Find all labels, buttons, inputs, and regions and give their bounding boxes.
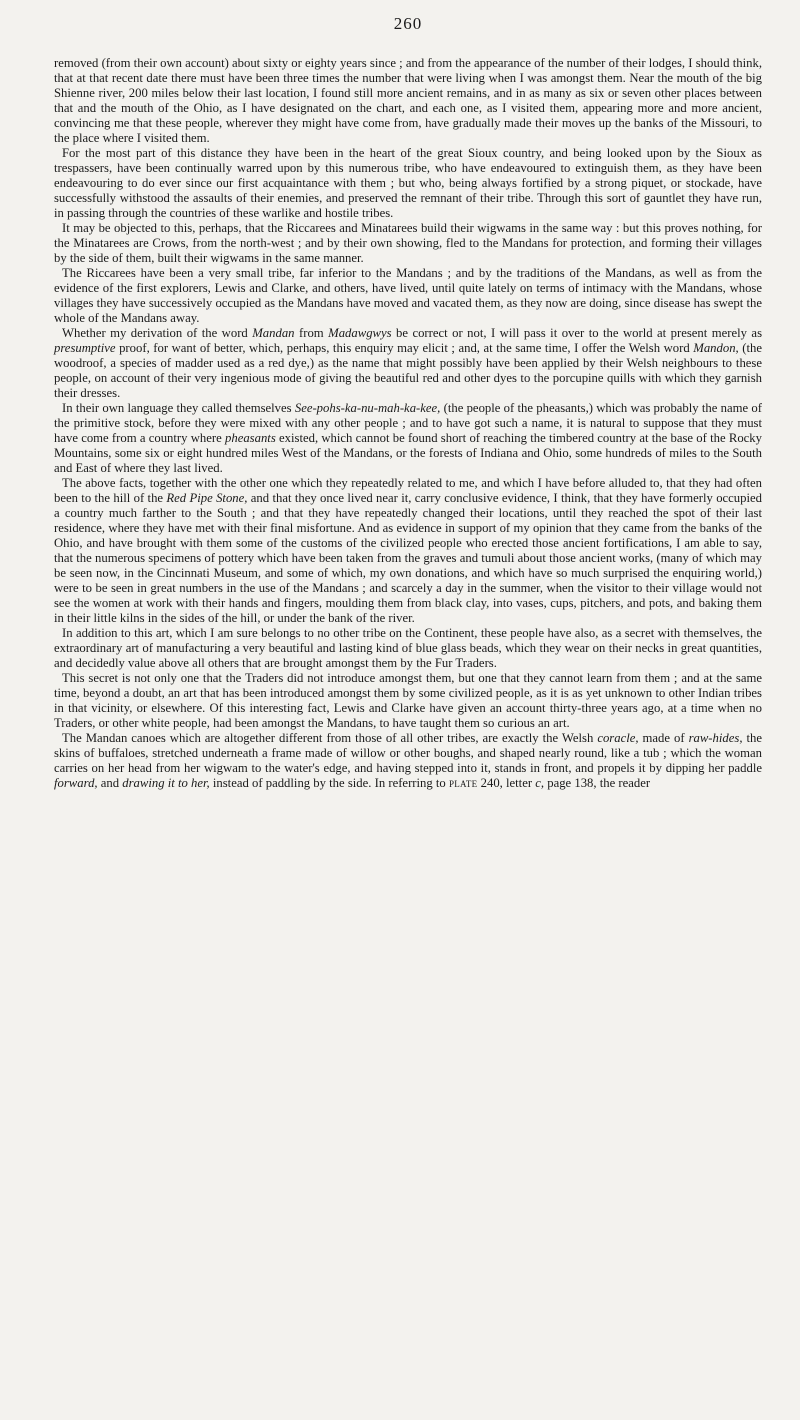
italic-text: Mandon, <box>693 341 739 355</box>
paragraph <box>54 326 762 401</box>
text-run: In their own language they called themselves <box>62 401 295 415</box>
paragraph <box>54 401 762 476</box>
italic-text: Madawgwys <box>328 326 392 340</box>
text-run: instead of paddling by the side. In referring to <box>209 776 449 790</box>
paragraph <box>54 476 762 626</box>
text-run: existed, which cannot be found short of reaching the timbered country at the base of the Rocky Mountains, some six or eight hundred miles West of the Mandans, or the forests of Indiana and Ohio, some hundreds of miles to the South and East of where they last lived. <box>54 431 762 475</box>
paragraph <box>54 146 762 221</box>
page-number: 260 <box>393 14 423 33</box>
italic-text: drawing it to her, <box>122 776 210 790</box>
text-run: It may be objected to this, perhaps, that the Riccarees and Minatarees build their wigwams in the same way : but this proves nothing, for the Minatarees are Crows, from the north-west ; and by their own showing, fled to the Mandans for protection, and forming their villages by the side of them, built their wigwams in the same manner. <box>54 221 762 265</box>
text-run: This secret is not only one that the Traders did not introduce amongst them, but one that they cannot learn from them ; and at the same time, beyond a doubt, an art that has been introduced amongst them by some civilized people, as it is as yet unknown to other Indian tribes in that vicinity, or elsewhere. Of this interesting fact, Lewis and Clarke have given an account thirty-three years ago, at a time when no Traders, or other white people, had been amongst the Mandans, to have taught them so curious an art. <box>54 671 762 730</box>
italic-text: Mandan <box>252 326 295 340</box>
text-run: (the people of the pheasants,) which was probably the name of the primitive stock, before they were mixed with any other people ; and to have got such a name, it is natural to suppose that they must have come from a country where <box>54 401 762 445</box>
italic-text: presumptive <box>54 341 116 355</box>
text-run: page 138, the reader <box>544 776 651 790</box>
text-run: removed (from their own account) about sixty or eighty years since ; and from the appearance of the number of their lodges, I should think, that at that recent date there must have been three times the number that were living when I was amongst them. Near the mouth of the big Shienne river, 200 miles below their last location, I found still more ancient remains, and in as many as six or seven other places between that and the mouth of the Ohio, as I have designated on the chart, and each one, as I visited them, appearing more and more ancient, convincing me that these people, wherever they might have come from, have gradually made their moves up the banks of the Missouri, to the place where I visited them. <box>54 56 762 145</box>
italic-text: c, <box>535 776 545 790</box>
italic-text: coracle, <box>597 731 639 745</box>
text-run: from <box>294 326 329 340</box>
text-run: and that they once lived near it, carry conclusive evidence, I think, that they have formerly occupied a country much farther to the South ; and that they have repeatedly changed their locations, until they reached the spot of their last residence, where they have met with their final misfortune. And as evidence in support of my opinion that they came from the banks of the Ohio, and have brought with them some of the customs of the civilized people who erected those ancient fortifications, I am able to say, that the numerous specimens of pottery which have been taken from the graves and tumuli about those ancient works, (many of which may be seen now, in the Cincinnati Museum, and some of which, my own donations, and which have so much surprised the enquiring world,) were to be seen in great numbers in the use of the Mandans ; and scarcely a day in the summer, when the visitor to their village would not see the women at work with their hands and fingers, moulding them from black clay, into vases, cups, pitchers, and pots, and baking them in their little kilns in the sides of the hill, or under the bank of the river. <box>54 491 762 625</box>
text-run: For the most part of this distance they have been in the heart of the great Sioux country, and being looked upon by the Sioux as trespassers, have been continually warred upon by this numerous tribe, who have endeavoured to extinguish them, as they have been endeavouring to do ever since our first acquaintance with them ; but who, being always fortified by a strong piquet, or stockade, have successfully withstood the assaults of their enemies, and preserved the remnant of their tribe. Through this sort of gauntlet they have run, in passing through the countries of these warlike and hostile tribes. <box>54 146 762 220</box>
text-run: (the woodroof, a species of madder used as a red dye,) as the name that might possibly have been applied by their Welsh neighbours to these people, on account of their very ingenious mode of giving the beautiful red and other dyes to the porcupine quills with which they garnish their dresses. <box>54 341 762 400</box>
paragraph <box>54 626 762 671</box>
text-run: The Mandan canoes which are altogether different from those of all other tribes, are exactly the Welsh <box>62 731 598 745</box>
italic-text: See-pohs-ka-nu-mah-ka-kee, <box>294 401 441 415</box>
text-run: proof, for want of better, which, perhaps, this enquiry may elicit ; and, at the same time, I offer the Welsh word <box>115 341 694 355</box>
paragraph <box>54 671 762 731</box>
small-caps-text: plate <box>448 776 478 790</box>
text-run: Whether my derivation of the word <box>62 326 253 340</box>
italic-text: Red Pipe Stone, <box>166 491 248 505</box>
paragraph <box>54 731 762 791</box>
text-run: be correct or not, I will pass it over to the world at present merely as <box>391 326 762 340</box>
italic-text: raw-hides, <box>688 731 743 745</box>
text-run: and <box>97 776 123 790</box>
italic-text: pheasants <box>225 431 276 445</box>
text-run: The above facts, together with the other one which they repeatedly related to me, and which I have before alluded to, that they had often been to the hill of the <box>54 476 762 505</box>
body-text <box>54 56 762 791</box>
text-run: 240, letter <box>477 776 536 790</box>
text-run: The Riccarees have been a very small tribe, far inferior to the Mandans ; and by the traditions of the Mandans, as well as from the evidence of the first explorers, Lewis and Clarke, and others, have lived, until quite lately on terms of intimacy with the Mandans, whose villages they have successively occupied as the Mandans have moved and vacated them, as they now are doing, since disease has swept the whole of the Mandans away. <box>54 266 762 325</box>
text-run: the skins of buffaloes, stretched underneath a frame made of willow or other boughs, and shaped nearly round, like a tub ; which the woman carries on her head from her wigwam to the water's edge, and having stepped into it, stands in front, and propels it by dipping her paddle <box>54 731 762 775</box>
italic-text: forward, <box>54 776 98 790</box>
paragraph <box>54 56 762 146</box>
text-run: In addition to this art, which I am sure belongs to no other tribe on the Continent, these people have also, as a secret with themselves, the extraordinary art of manufacturing a very beautiful and lasting kind of blue glass beads, which they wear on their necks in great quantities, and decidedly value above all others that are brought amongst them by the Fur Traders. <box>54 626 762 670</box>
text-run: made of <box>638 731 689 745</box>
paragraph <box>54 266 762 326</box>
paragraph <box>54 221 762 266</box>
